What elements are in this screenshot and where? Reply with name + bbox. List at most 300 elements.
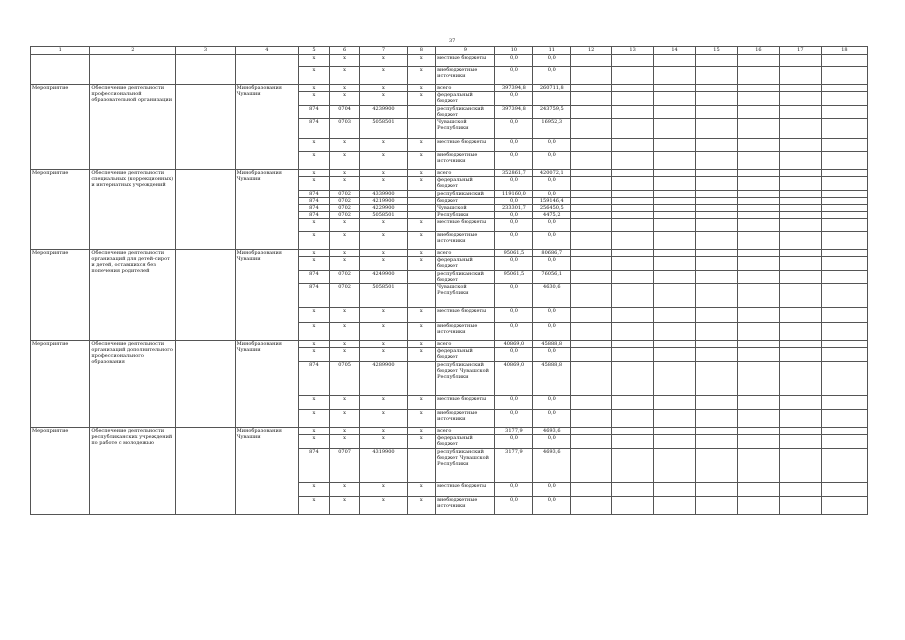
empty-year-cell <box>696 284 738 308</box>
funding-source-cell: местные бюджеты <box>436 483 495 497</box>
empty-year-cell <box>571 341 612 348</box>
funding-source-cell: республиканский бюджет <box>436 106 495 119</box>
executor-cell: Минобразования Чувашии <box>235 170 298 250</box>
empty-year-cell <box>612 271 654 284</box>
amount-col10-cell: 0,0 <box>495 308 533 323</box>
column-header-number: 13 <box>612 47 654 55</box>
amount-col10-cell: 352861,7 <box>495 170 533 177</box>
empty-year-cell <box>571 67 612 85</box>
amount-col10-cell: 233301,7 <box>495 205 533 212</box>
empty-year-cell <box>654 348 696 362</box>
empty-year-cell <box>821 250 867 257</box>
funding-source-cell: Чувашской Республики <box>436 119 495 139</box>
rzpr-cell: x <box>329 250 360 257</box>
activity-name-cell: Обеспечение деятельности организаций дополнительного профессионального образования <box>90 341 176 428</box>
empty-year-cell <box>737 497 779 515</box>
grbs-cell: x <box>299 170 330 177</box>
empty-year-cell <box>696 191 738 198</box>
vr-cell: x <box>407 410 436 428</box>
activity-name-cell: Обеспечение деятельности специальных (коррекционных) и интернатных учреждений <box>90 170 176 250</box>
empty-year-cell <box>654 323 696 341</box>
rzpr-cell: x <box>329 348 360 362</box>
funding-source-cell: республиканский бюджет Чувашской Республики <box>436 362 495 396</box>
empty-year-cell <box>696 250 738 257</box>
empty-year-cell <box>696 428 738 435</box>
empty-year-cell <box>571 170 612 177</box>
empty-year-cell <box>737 152 779 170</box>
csr-cell: x <box>360 428 407 435</box>
rzpr-cell: 0707 <box>329 449 360 483</box>
csr-cell: x <box>360 348 407 362</box>
empty-year-cell <box>737 362 779 396</box>
funding-source-cell: внебюджетные источники <box>436 152 495 170</box>
empty-year-cell <box>612 177 654 191</box>
empty-year-cell <box>696 497 738 515</box>
empty-year-cell <box>612 205 654 212</box>
empty-year-cell <box>821 428 867 435</box>
empty-year-cell <box>821 348 867 362</box>
amount-col11-cell: 4693,6 <box>533 449 571 483</box>
empty-year-cell <box>779 232 821 250</box>
grbs-cell: 874 <box>299 284 330 308</box>
empty-year-cell <box>737 410 779 428</box>
rzpr-cell: x <box>329 257 360 271</box>
csr-cell: 4319900 <box>360 449 407 483</box>
empty-year-cell <box>654 435 696 449</box>
grbs-cell: x <box>299 396 330 410</box>
amount-col11-cell: 159146,4 <box>533 198 571 205</box>
empty-year-cell <box>612 106 654 119</box>
empty-year-cell <box>821 191 867 198</box>
empty-year-cell <box>654 170 696 177</box>
row-type-cell: Мероприятие <box>31 85 90 170</box>
funding-source-cell: Чувашской Республики <box>436 284 495 308</box>
amount-col10-cell: 40869,0 <box>495 362 533 396</box>
empty-col3-cell <box>176 341 235 428</box>
amount-col10-cell: 0,0 <box>495 483 533 497</box>
csr-cell: 4249900 <box>360 271 407 284</box>
header-row <box>31 47 868 55</box>
table-row <box>31 85 868 92</box>
grbs-cell: 874 <box>299 271 330 284</box>
grbs-cell: x <box>299 85 330 92</box>
empty-year-cell <box>821 284 867 308</box>
row-type-cell <box>31 55 90 85</box>
empty-year-cell <box>654 198 696 205</box>
grbs-cell: x <box>299 152 330 170</box>
amount-col11-cell: 0,0 <box>533 348 571 362</box>
vr-cell <box>407 106 436 119</box>
amount-col11-cell: 0,0 <box>533 323 571 341</box>
table-row <box>31 55 868 67</box>
grbs-cell: x <box>299 341 330 348</box>
empty-year-cell <box>737 205 779 212</box>
rzpr-cell: x <box>329 428 360 435</box>
empty-year-cell <box>654 497 696 515</box>
grbs-cell: 874 <box>299 191 330 198</box>
rzpr-cell: x <box>329 341 360 348</box>
amount-col11-cell <box>533 92 571 106</box>
empty-year-cell <box>612 232 654 250</box>
empty-year-cell <box>779 106 821 119</box>
vr-cell: x <box>407 219 436 232</box>
empty-year-cell <box>654 284 696 308</box>
budget-table <box>30 46 868 515</box>
csr-cell: x <box>360 435 407 449</box>
column-header-number: 17 <box>779 47 821 55</box>
amount-col11-cell: 256450,5 <box>533 205 571 212</box>
rzpr-cell: 0702 <box>329 284 360 308</box>
empty-year-cell <box>737 396 779 410</box>
empty-year-cell <box>696 205 738 212</box>
empty-year-cell <box>737 323 779 341</box>
vr-cell: x <box>407 152 436 170</box>
table-row <box>31 250 868 257</box>
empty-year-cell <box>737 428 779 435</box>
amount-col11-cell: 0,0 <box>533 67 571 85</box>
csr-cell: x <box>360 170 407 177</box>
vr-cell: x <box>407 170 436 177</box>
grbs-cell: 874 <box>299 212 330 219</box>
empty-year-cell <box>779 219 821 232</box>
amount-col10-cell: 0,0 <box>495 67 533 85</box>
column-header-number: 12 <box>571 47 612 55</box>
rzpr-cell: x <box>329 177 360 191</box>
empty-year-cell <box>654 428 696 435</box>
grbs-cell: x <box>299 497 330 515</box>
grbs-cell: x <box>299 435 330 449</box>
empty-col3-cell <box>176 250 235 341</box>
amount-col11-cell: 80686,7 <box>533 250 571 257</box>
vr-cell: x <box>407 55 436 67</box>
empty-year-cell <box>696 348 738 362</box>
rzpr-cell: x <box>329 139 360 152</box>
empty-year-cell <box>821 67 867 85</box>
csr-cell: x <box>360 396 407 410</box>
empty-year-cell <box>696 198 738 205</box>
amount-col11-cell: 0,0 <box>533 483 571 497</box>
column-header-number: 2 <box>90 47 176 55</box>
table-row <box>31 170 868 177</box>
vr-cell <box>407 191 436 198</box>
rzpr-cell: x <box>329 67 360 85</box>
funding-source-cell: местные бюджеты <box>436 219 495 232</box>
amount-col11-cell: 0,0 <box>533 396 571 410</box>
amount-col11-cell: 0,0 <box>533 497 571 515</box>
amount-col11-cell: 0,0 <box>533 232 571 250</box>
table-row <box>31 341 868 348</box>
rzpr-cell: 0702 <box>329 205 360 212</box>
empty-year-cell <box>779 348 821 362</box>
rzpr-cell: x <box>329 396 360 410</box>
empty-year-cell <box>571 428 612 435</box>
grbs-cell: x <box>299 323 330 341</box>
grbs-cell: x <box>299 308 330 323</box>
rzpr-cell: 0704 <box>329 106 360 119</box>
empty-year-cell <box>737 177 779 191</box>
empty-year-cell <box>571 212 612 219</box>
column-header-number: 3 <box>176 47 235 55</box>
empty-year-cell <box>737 232 779 250</box>
empty-year-cell <box>571 139 612 152</box>
empty-year-cell <box>779 67 821 85</box>
vr-cell: x <box>407 67 436 85</box>
empty-year-cell <box>737 348 779 362</box>
rzpr-cell: 0702 <box>329 191 360 198</box>
column-header-number: 5 <box>299 47 330 55</box>
vr-cell <box>407 205 436 212</box>
empty-year-cell <box>612 435 654 449</box>
empty-year-cell <box>612 67 654 85</box>
vr-cell: x <box>407 497 436 515</box>
empty-year-cell <box>571 205 612 212</box>
empty-col3-cell <box>176 85 235 170</box>
csr-cell: 5058501 <box>360 119 407 139</box>
column-header-number: 7 <box>360 47 407 55</box>
empty-year-cell <box>696 92 738 106</box>
empty-year-cell <box>821 170 867 177</box>
funding-source-cell: бюджет <box>436 198 495 205</box>
amount-col10-cell: 397394,8 <box>495 85 533 92</box>
empty-year-cell <box>696 85 738 92</box>
empty-year-cell <box>612 219 654 232</box>
empty-year-cell <box>571 85 612 92</box>
empty-year-cell <box>696 106 738 119</box>
empty-year-cell <box>696 170 738 177</box>
empty-year-cell <box>821 119 867 139</box>
empty-year-cell <box>612 483 654 497</box>
empty-year-cell <box>654 232 696 250</box>
empty-col3-cell <box>176 170 235 250</box>
funding-source-cell: республиканский бюджет <box>436 271 495 284</box>
empty-year-cell <box>654 139 696 152</box>
empty-year-cell <box>737 308 779 323</box>
amount-col10-cell: 0,0 <box>495 55 533 67</box>
rzpr-cell: x <box>329 308 360 323</box>
empty-year-cell <box>654 250 696 257</box>
empty-year-cell <box>571 257 612 271</box>
empty-year-cell <box>779 152 821 170</box>
funding-source-cell: внебюджетные источники <box>436 67 495 85</box>
empty-year-cell <box>571 250 612 257</box>
amount-col10-cell: 0,0 <box>495 435 533 449</box>
empty-year-cell <box>612 170 654 177</box>
empty-year-cell <box>696 67 738 85</box>
csr-cell: x <box>360 410 407 428</box>
rzpr-cell: x <box>329 483 360 497</box>
empty-year-cell <box>654 308 696 323</box>
grbs-cell: x <box>299 483 330 497</box>
rzpr-cell: 0705 <box>329 362 360 396</box>
csr-cell: x <box>360 92 407 106</box>
empty-year-cell <box>571 219 612 232</box>
amount-col10-cell: 0,0 <box>495 198 533 205</box>
amount-col10-cell: 0,0 <box>495 232 533 250</box>
rzpr-cell: 0702 <box>329 271 360 284</box>
funding-source-cell: Республики <box>436 212 495 219</box>
empty-year-cell <box>571 198 612 205</box>
empty-year-cell <box>571 497 612 515</box>
empty-year-cell <box>779 497 821 515</box>
rzpr-cell: 0703 <box>329 119 360 139</box>
empty-year-cell <box>821 198 867 205</box>
empty-year-cell <box>821 205 867 212</box>
empty-year-cell <box>737 106 779 119</box>
amount-col11-cell: 0,0 <box>533 177 571 191</box>
empty-year-cell <box>612 341 654 348</box>
empty-year-cell <box>696 341 738 348</box>
column-header-number: 18 <box>821 47 867 55</box>
rzpr-cell: x <box>329 152 360 170</box>
amount-col10-cell: 0,0 <box>495 152 533 170</box>
empty-year-cell <box>696 435 738 449</box>
empty-year-cell <box>654 119 696 139</box>
empty-year-cell <box>654 449 696 483</box>
amount-col10-cell: 0,0 <box>495 257 533 271</box>
amount-col10-cell: 0,0 <box>495 497 533 515</box>
empty-year-cell <box>779 428 821 435</box>
empty-year-cell <box>696 257 738 271</box>
empty-year-cell <box>821 139 867 152</box>
grbs-cell: x <box>299 257 330 271</box>
csr-cell: 4239900 <box>360 106 407 119</box>
grbs-cell: x <box>299 428 330 435</box>
rzpr-cell: 0702 <box>329 198 360 205</box>
rzpr-cell: x <box>329 435 360 449</box>
empty-year-cell <box>612 55 654 67</box>
empty-year-cell <box>737 170 779 177</box>
empty-year-cell <box>612 191 654 198</box>
empty-year-cell <box>779 92 821 106</box>
empty-year-cell <box>696 232 738 250</box>
rzpr-cell: x <box>329 170 360 177</box>
empty-year-cell <box>779 483 821 497</box>
empty-year-cell <box>821 341 867 348</box>
empty-year-cell <box>696 55 738 67</box>
rzpr-cell: x <box>329 232 360 250</box>
empty-year-cell <box>612 396 654 410</box>
empty-year-cell <box>571 119 612 139</box>
amount-col10-cell: 3177,9 <box>495 449 533 483</box>
empty-year-cell <box>612 92 654 106</box>
empty-year-cell <box>779 212 821 219</box>
vr-cell: x <box>407 435 436 449</box>
empty-year-cell <box>696 396 738 410</box>
csr-cell: x <box>360 139 407 152</box>
empty-year-cell <box>821 271 867 284</box>
rzpr-cell: x <box>329 497 360 515</box>
amount-col10-cell: 0,0 <box>495 139 533 152</box>
funding-source-cell: внебюджетные источники <box>436 410 495 428</box>
empty-year-cell <box>654 205 696 212</box>
rzpr-cell: x <box>329 219 360 232</box>
funding-source-cell: всего <box>436 428 495 435</box>
csr-cell: x <box>360 85 407 92</box>
funding-source-cell: республиканский <box>436 191 495 198</box>
empty-year-cell <box>654 212 696 219</box>
empty-year-cell <box>821 396 867 410</box>
empty-year-cell <box>737 198 779 205</box>
amount-col11-cell: 4630,6 <box>533 284 571 308</box>
vr-cell: x <box>407 92 436 106</box>
empty-year-cell <box>612 250 654 257</box>
amount-col11-cell: 0,0 <box>533 191 571 198</box>
page-number: 37 <box>449 38 456 44</box>
amount-col11-cell: 260711,8 <box>533 85 571 92</box>
empty-year-cell <box>571 348 612 362</box>
amount-col10-cell: 0,0 <box>495 119 533 139</box>
empty-year-cell <box>737 284 779 308</box>
column-header-number: 8 <box>407 47 436 55</box>
grbs-cell: 874 <box>299 198 330 205</box>
csr-cell: x <box>360 67 407 85</box>
empty-year-cell <box>779 85 821 92</box>
empty-year-cell <box>612 212 654 219</box>
empty-year-cell <box>654 271 696 284</box>
amount-col10-cell: 0,0 <box>495 284 533 308</box>
grbs-cell: 874 <box>299 106 330 119</box>
empty-year-cell <box>737 119 779 139</box>
grbs-cell: x <box>299 410 330 428</box>
vr-cell: x <box>407 177 436 191</box>
rzpr-cell: x <box>329 410 360 428</box>
empty-year-cell <box>571 483 612 497</box>
empty-year-cell <box>571 191 612 198</box>
activity-name-cell: Обеспечение деятельности организаций для детей-сирот и детей, оставшихся без попечения родителей <box>90 250 176 341</box>
empty-year-cell <box>696 152 738 170</box>
empty-year-cell <box>737 85 779 92</box>
grbs-cell: 874 <box>299 449 330 483</box>
empty-year-cell <box>696 323 738 341</box>
amount-col11-cell: 16952,3 <box>533 119 571 139</box>
rzpr-cell: x <box>329 323 360 341</box>
empty-year-cell <box>571 435 612 449</box>
vr-cell <box>407 212 436 219</box>
empty-year-cell <box>571 177 612 191</box>
amount-col10-cell: 0,0 <box>495 348 533 362</box>
empty-year-cell <box>571 55 612 67</box>
grbs-cell: x <box>299 55 330 67</box>
empty-col3-cell <box>176 55 235 85</box>
vr-cell <box>407 271 436 284</box>
empty-year-cell <box>737 257 779 271</box>
empty-year-cell <box>737 250 779 257</box>
empty-year-cell <box>612 308 654 323</box>
csr-cell: x <box>360 497 407 515</box>
empty-year-cell <box>779 170 821 177</box>
empty-year-cell <box>654 410 696 428</box>
empty-year-cell <box>821 308 867 323</box>
empty-year-cell <box>737 483 779 497</box>
funding-source-cell: местные бюджеты <box>436 396 495 410</box>
amount-col10-cell: 119160,0 <box>495 191 533 198</box>
csr-cell: x <box>360 483 407 497</box>
vr-cell <box>407 284 436 308</box>
rzpr-cell: x <box>329 85 360 92</box>
column-header-number: 9 <box>436 47 495 55</box>
activity-name-cell <box>90 55 176 85</box>
empty-year-cell <box>737 449 779 483</box>
funding-source-cell: федеральный бюджет <box>436 348 495 362</box>
funding-source-cell: местные бюджеты <box>436 308 495 323</box>
column-header-number: 11 <box>533 47 571 55</box>
empty-year-cell <box>779 449 821 483</box>
grbs-cell: x <box>299 177 330 191</box>
empty-year-cell <box>737 271 779 284</box>
column-header-number: 10 <box>495 47 533 55</box>
empty-year-cell <box>654 396 696 410</box>
column-header-number: 14 <box>654 47 696 55</box>
